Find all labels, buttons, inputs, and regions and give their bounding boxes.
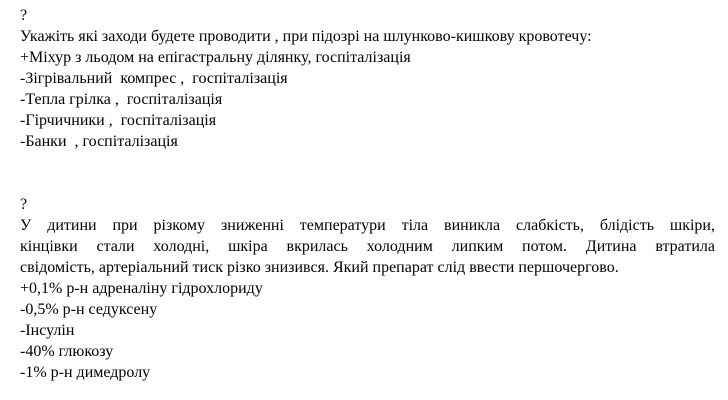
answer-option: -Банки , госпіталізація bbox=[20, 133, 178, 150]
answer-option: -Зігрівальний компрес , госпіталізація bbox=[20, 70, 288, 87]
question-marker: ? bbox=[20, 196, 28, 213]
question-text-line: свідомість, артеріальний тиск різко знизився. Який препарат слід ввести першочергово. bbox=[20, 259, 619, 276]
blank-gap bbox=[20, 152, 715, 194]
question-block-2 bbox=[20, 194, 715, 383]
answer-option: -Гірчичники , госпіталізація bbox=[20, 112, 217, 129]
question-block-1 bbox=[20, 5, 715, 152]
answer-option: -Інсулін bbox=[20, 322, 75, 339]
answer-option: -0,5% р-н седуксену bbox=[20, 301, 158, 318]
answer-option: -40% глюкозу bbox=[20, 343, 114, 360]
answer-option: -1% р-н димедролу bbox=[20, 364, 151, 381]
answer-option-correct: +0,1% р-н адреналіну гідрохлориду bbox=[20, 280, 263, 297]
answer-option-correct: +Міхур з льодом на епігастральну ділянку, госпіталізація bbox=[20, 49, 411, 66]
question-text-line: кінцівки стали холодні, шкіра вкрилась холодним липким потом. Дитина втратила bbox=[20, 238, 715, 255]
answer-option: -Тепла грілка , госпіталізація bbox=[20, 91, 223, 108]
question-marker: ? bbox=[20, 7, 28, 24]
question-text: Укажіть які заходи будете проводити , при підозрі на шлунково-кишкову кровотечу: bbox=[20, 28, 592, 45]
question-text-line: У дитини при різкому зниженні температури тіла виникла слабкість, блідість шкіри, bbox=[20, 217, 715, 234]
